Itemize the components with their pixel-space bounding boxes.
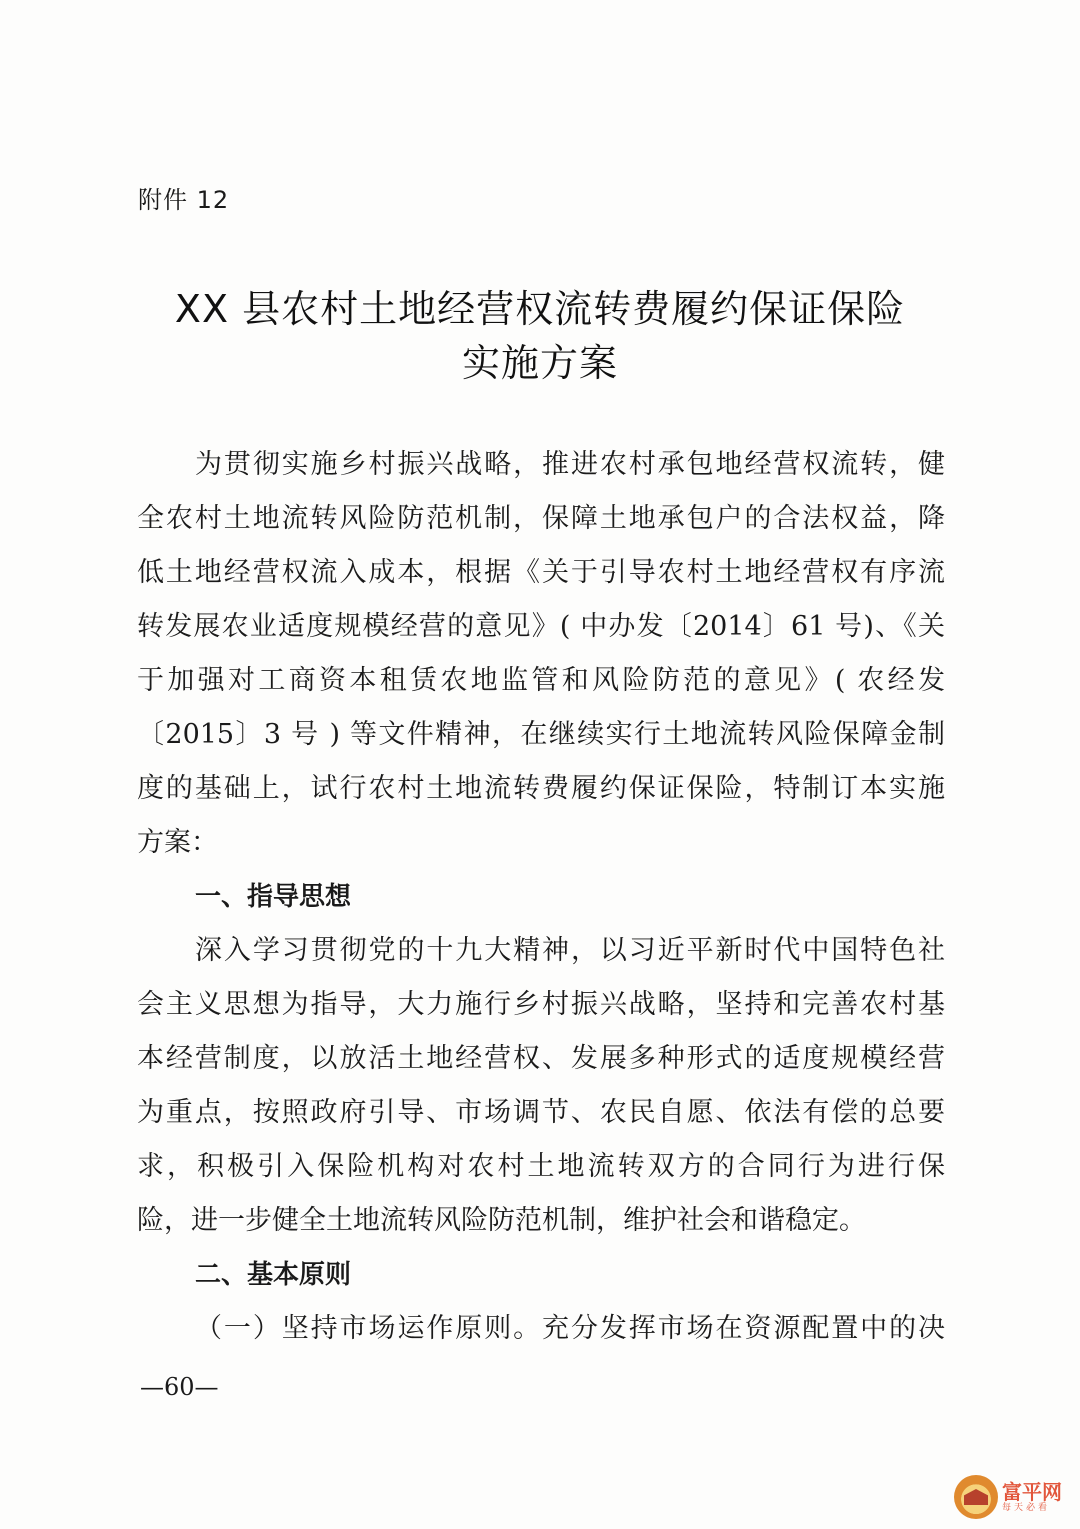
paragraph-line: 转发展农业适度规模经营的意见》( 中办发〔2014〕61 号)、《关 — [137, 611, 945, 642]
document-title-line-2: 实施方案 — [461, 341, 618, 385]
page-number: —60— — [140, 1373, 219, 1401]
paragraph-line: 为重点，按照政府引导、市场调节、农民自愿、依法有偿的总要 — [137, 1097, 945, 1128]
paragraph-line: 方案： — [137, 827, 218, 858]
attachment-label: 附件 12 — [138, 186, 230, 214]
paragraph-line: 险，进一步健全土地流转风险防范机制，维护社会和谐稳定。 — [137, 1205, 866, 1236]
watermark-subtitle: 每天必看 — [1002, 1502, 1051, 1513]
document-title-line-1: XX 县农村土地经营权流转费履约保证保险 — [174, 287, 906, 331]
section-heading-guiding-ideology: 一、指导思想 — [195, 882, 352, 912]
paragraph-line: 本经营制度，以放活土地经营权、发展多种形式的适度规模经营 — [137, 1043, 945, 1074]
paragraph-line: 求，积极引入保险机构对农村土地流转双方的合同行为进行保 — [137, 1151, 945, 1182]
document-body — [137, 438, 945, 1356]
paragraph-line: 〔2015〕3 号 ) 等文件精神，在继续实行土地流转风险保障金制 — [137, 719, 945, 750]
site-watermark — [954, 1475, 1062, 1519]
section-heading-basic-principles: 二、基本原则 — [195, 1260, 352, 1290]
paragraph-line: 为贯彻实施乡村振兴战略，推进农村承包地经营权流转，健 — [195, 449, 945, 480]
paragraph-line: 全农村土地流转风险防范机制，保障土地承包户的合法权益，降 — [137, 503, 945, 534]
fuping-logo-icon — [954, 1475, 998, 1519]
paragraph-line: 度的基础上，试行农村土地流转费履约保证保险，特制订本实施 — [137, 773, 945, 804]
paragraph-line: 会主义思想为指导，大力施行乡村振兴战略，坚持和完善农村基 — [137, 989, 945, 1020]
watermark-name: 富平网 — [1002, 1479, 1062, 1504]
paragraph-line: （一）坚持市场运作原则。充分发挥市场在资源配置中的决 — [195, 1313, 945, 1344]
paragraph-line: 低土地经营权流入成本，根据《关于引导农村土地经营权有序流 — [137, 557, 945, 588]
paragraph-line: 于加强对工商资本租赁农地监管和风险防范的意见》( 农经发 — [137, 665, 945, 696]
watermark-text — [1002, 1479, 1062, 1513]
paragraph-line: 深入学习贯彻党的十九大精神，以习近平新时代中国特色社 — [195, 935, 945, 966]
